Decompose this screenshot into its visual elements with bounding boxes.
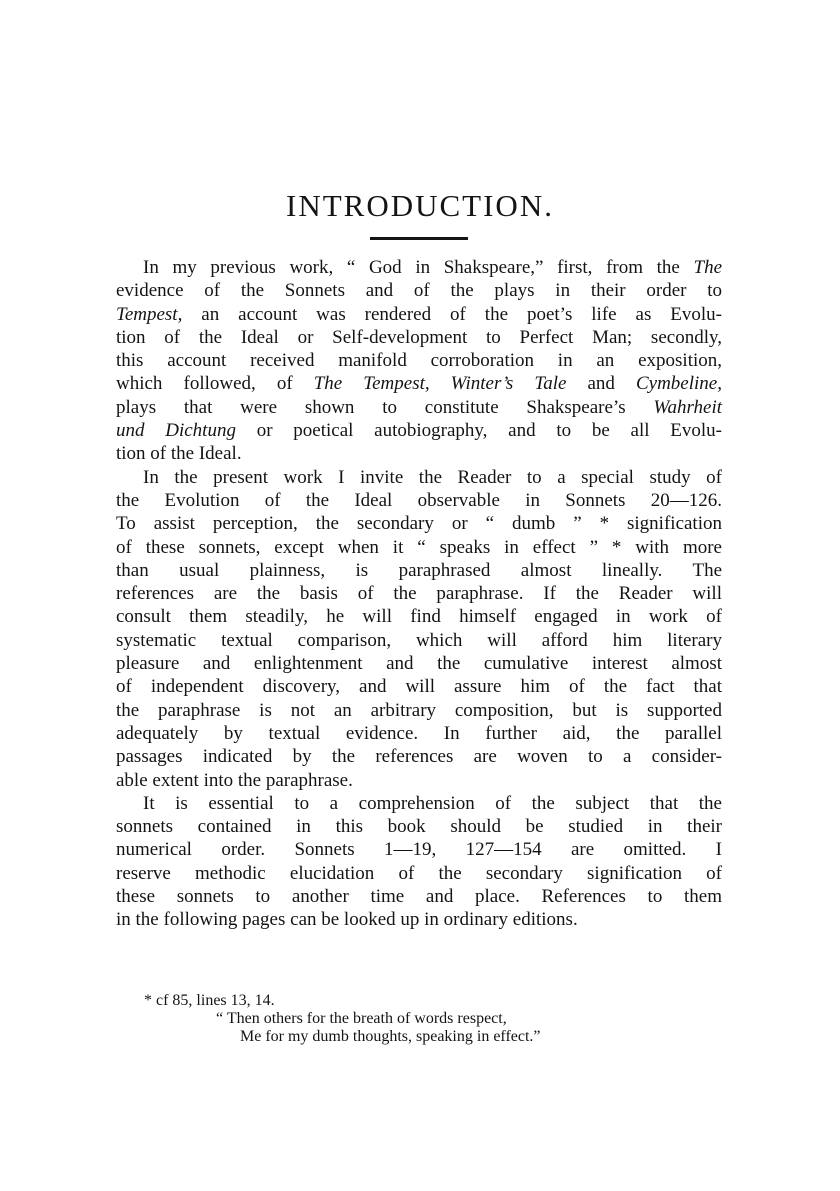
text-line: [116, 908, 722, 931]
text-line: [116, 396, 722, 419]
text-run: and: [566, 373, 636, 395]
text-run: in the following pages can be looked up in ordinary editions.: [116, 909, 578, 931]
text-line: [116, 466, 722, 489]
footnote-quote-line-2: Me for my dumb thoughts, speaking in effect.”: [240, 1028, 541, 1045]
text-line: [116, 489, 722, 512]
text-line: [116, 303, 722, 326]
text-run: To assist perception, the secondary or “ dumb ” * signification: [116, 513, 722, 535]
text-line: [116, 769, 722, 792]
text-run: sonnets contained in this book should be studied in their: [116, 816, 722, 838]
text-run: systematic textual comparison, which will afford him literary: [116, 629, 722, 651]
text-run: references are the basis of the paraphrase. If the Reader will: [116, 583, 722, 605]
text-run: an account was rendered of the poet’s life as Evolu-: [182, 303, 722, 325]
text-line: [116, 442, 722, 465]
text-run: passages indicated by the references are woven to a consider-: [116, 746, 722, 768]
italic-run: Cymbeline,: [635, 373, 722, 395]
text-line: [116, 722, 722, 745]
text-line: [116, 349, 722, 372]
text-line: [116, 885, 722, 908]
text-run: the Evolution of the Ideal observable in Sonnets 20—126.: [116, 489, 722, 511]
italic-run: The: [693, 257, 722, 278]
text-run: these sonnets to another time and place. References to them: [116, 886, 722, 908]
text-run: numerical order. Sonnets 1—19, 127—154 are omitted. I: [116, 839, 722, 861]
text-run: It is essential to a comprehension of the subject that the: [143, 792, 722, 814]
text-run: or poetical autobiography, and to be all Evolu-: [235, 420, 723, 442]
text-run: which followed, of: [116, 373, 314, 395]
text-run: In my previous work, “ God in Shakspeare,” first, from the: [143, 257, 694, 278]
title-rule: [370, 237, 468, 240]
italic-run: Wahrheit: [653, 396, 722, 418]
text-line: [116, 372, 722, 395]
italic-run: The Tempest, Winter’s Tale: [313, 373, 567, 395]
text-run: the paraphrase is not an arbitrary composition, but is supported: [116, 699, 722, 721]
text-run: of independent discovery, and will assure him of the fact that: [116, 676, 722, 698]
footnote: [116, 992, 722, 1046]
text-line: [116, 605, 722, 628]
text-line: [116, 838, 722, 861]
text-run: of these sonnets, except when it “ speaks in effect ” * with more: [116, 536, 722, 558]
text-line: [116, 629, 722, 652]
text-line: [116, 256, 722, 279]
text-run: plays that were shown to constitute Shakspeare’s: [116, 396, 654, 418]
text-run: adequately by textual evidence. In further aid, the parallel: [116, 722, 722, 744]
italic-run: und Dichtung: [116, 420, 236, 442]
text-line: [116, 792, 722, 815]
text-run: pleasure and enlightenment and the cumulative interest almost: [116, 653, 722, 675]
text-line: [116, 582, 722, 605]
italic-run: Tempest,: [116, 303, 183, 325]
text-line: [116, 652, 722, 675]
page-title: INTRODUCTION.: [286, 188, 554, 223]
text-run: consult them steadily, he will find himself engaged in work of: [116, 606, 722, 628]
text-line: [116, 745, 722, 768]
text-line: [116, 559, 722, 582]
text-line: [116, 699, 722, 722]
text-line: [116, 512, 722, 535]
text-line: [116, 279, 722, 302]
body-text: [116, 256, 722, 932]
text-run: this account received manifold corroboration in an exposition,: [116, 350, 722, 372]
text-line: [116, 862, 722, 885]
text-line: [116, 675, 722, 698]
paragraph: [116, 256, 722, 466]
text-run: tion of the Ideal or Self-development to Perfect Man; secondly,: [116, 326, 722, 348]
text-line: [116, 419, 722, 442]
text-line: [116, 815, 722, 838]
paragraph: [116, 792, 722, 932]
text-run: able extent into the paraphrase.: [116, 769, 353, 791]
text-run: In the present work I invite the Reader to a special study of: [143, 466, 722, 488]
text-run: than usual plainness, is paraphrased almost lineally. The: [116, 559, 722, 581]
footnote-ref: * cf 85, lines 13, 14.: [144, 992, 275, 1009]
paragraph: [116, 466, 722, 792]
text-run: reserve methodic elucidation of the secondary signification of: [116, 862, 722, 884]
text-line: [116, 536, 722, 559]
text-run: tion of the Ideal.: [116, 443, 242, 465]
text-line: [116, 326, 722, 349]
text-run: evidence of the Sonnets and of the plays in their order to: [116, 280, 722, 302]
footnote-quote-line-1: “ Then others for the breath of words respect,: [216, 1010, 507, 1027]
